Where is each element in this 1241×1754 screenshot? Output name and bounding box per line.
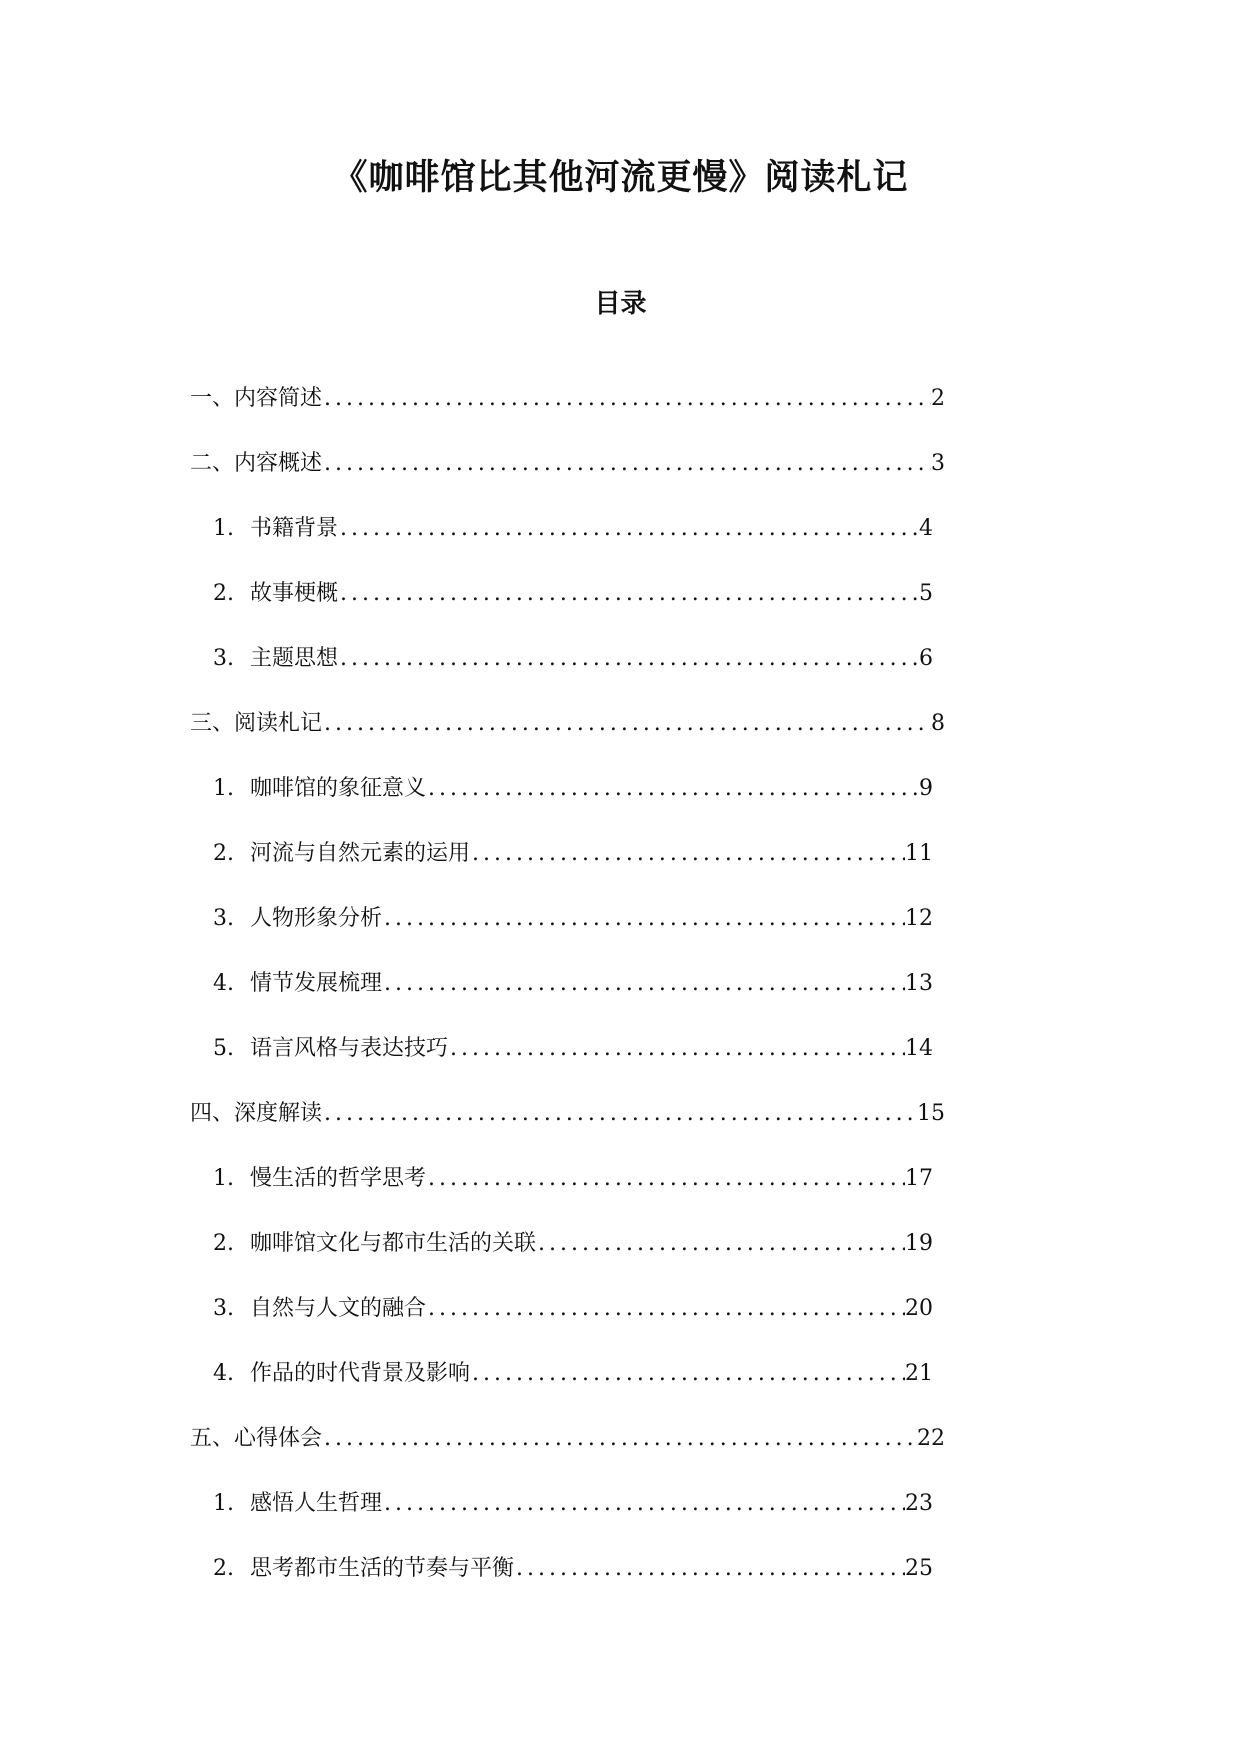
toc-dot-leader (426, 1164, 905, 1194)
toc-entry-number: 2. (213, 841, 234, 866)
toc-page-number: 19 (905, 1231, 933, 1256)
toc-page-number: 9 (919, 776, 933, 801)
toc-entry[interactable] (213, 1294, 933, 1324)
toc-entry-text: 感悟人生哲理 (250, 1491, 383, 1516)
toc-dot-leader (470, 1359, 905, 1389)
toc-entry-text: 作品的时代背景及影响 (250, 1361, 471, 1386)
toc-page-number: 15 (917, 1101, 945, 1126)
toc-entry[interactable] (213, 579, 933, 609)
toc-page-number: 4 (919, 516, 933, 541)
toc-entry[interactable] (190, 384, 945, 414)
toc-entry[interactable] (190, 1424, 945, 1454)
toc-entry-text: 咖啡馆的象征意义 (250, 776, 427, 801)
toc-page-number: 20 (905, 1296, 933, 1321)
toc-entry[interactable] (213, 774, 933, 804)
toc-entry-text: 咖啡馆文化与都市生活的关联 (250, 1231, 537, 1256)
toc-dot-leader (514, 1554, 905, 1584)
toc-entry-text: 三、阅读札记 (190, 711, 323, 736)
toc-entry-text: 故事梗概 (250, 581, 339, 606)
toc-entry[interactable] (213, 1359, 933, 1389)
toc-entry-number: 2. (213, 1231, 234, 1256)
toc-entry[interactable] (190, 1099, 945, 1129)
toc-page-number: 6 (919, 646, 933, 671)
toc-page-number: 12 (905, 906, 933, 931)
toc-entry-text: 人物形象分析 (250, 906, 383, 931)
toc-dot-leader (448, 1034, 905, 1064)
toc-entry[interactable] (190, 709, 945, 739)
toc-page-number: 5 (919, 581, 933, 606)
toc-entry-number: 1. (213, 516, 234, 541)
toc-dot-leader (338, 644, 919, 674)
toc-dot-leader (338, 514, 919, 544)
toc-dot-leader (322, 1424, 917, 1454)
toc-entry-number: 3. (213, 1296, 234, 1321)
toc-dot-leader (536, 1229, 905, 1259)
toc-entry[interactable] (213, 1554, 933, 1584)
toc-page-number: 17 (905, 1166, 933, 1191)
toc-entry[interactable] (213, 644, 933, 674)
toc-entry[interactable] (213, 1164, 933, 1194)
toc-page-number: 14 (905, 1036, 933, 1061)
toc-dot-leader (426, 774, 919, 804)
toc-dot-leader (426, 1294, 905, 1324)
toc-page-number: 8 (931, 711, 945, 736)
toc-heading: 目录 (594, 289, 647, 319)
toc-page-number: 22 (917, 1426, 945, 1451)
toc-dot-leader (322, 1099, 917, 1129)
toc-page-number: 21 (905, 1361, 933, 1386)
toc-entry-text: 书籍背景 (250, 516, 339, 541)
toc-page-number: 11 (905, 841, 933, 866)
toc-page-number: 13 (905, 971, 933, 996)
toc-entry-text: 语言风格与表达技巧 (250, 1036, 449, 1061)
toc-entry-text: 主题思想 (250, 646, 339, 671)
toc-entry-text: 二、内容概述 (190, 451, 323, 476)
toc-dot-leader (322, 709, 931, 739)
toc-entry[interactable] (213, 904, 933, 934)
toc-entry-number: 1. (213, 1166, 234, 1191)
toc-dot-leader (382, 1489, 905, 1519)
toc-entry-text: 四、深度解读 (190, 1101, 323, 1126)
toc-dot-leader (322, 384, 931, 414)
toc-page-number: 2 (931, 386, 945, 411)
toc-entry[interactable] (213, 514, 933, 544)
toc-entry-number: 3. (213, 646, 234, 671)
toc-entry-number: 4. (213, 1361, 234, 1386)
toc-entry[interactable] (213, 969, 933, 999)
toc-page-number: 25 (905, 1556, 933, 1581)
toc-dot-leader (338, 579, 919, 609)
toc-entry-text: 思考都市生活的节奏与平衡 (250, 1556, 515, 1581)
toc-entry-number: 2. (213, 1556, 234, 1581)
toc-entry-number: 1. (213, 776, 234, 801)
toc-entry[interactable] (190, 449, 945, 479)
toc-page-number: 23 (905, 1491, 933, 1516)
toc-entry-number: 3. (213, 906, 234, 931)
toc-dot-leader (470, 839, 905, 869)
toc-dot-leader (382, 904, 905, 934)
toc-entry-number: 5. (213, 1036, 234, 1061)
toc-entry-number: 1. (213, 1491, 234, 1516)
document-title: 《咖啡馆比其他河流更慢》阅读札记 (332, 158, 909, 198)
toc-entry-text: 慢生活的哲学思考 (250, 1166, 427, 1191)
toc-entry-text: 情节发展梳理 (250, 971, 383, 996)
toc-entry[interactable] (213, 1034, 933, 1064)
toc-entry[interactable] (213, 1489, 933, 1519)
toc-page-number: 3 (931, 451, 945, 476)
toc-entry[interactable] (213, 1229, 933, 1259)
toc-entry-text: 一、内容简述 (190, 386, 323, 411)
toc-entry-text: 河流与自然元素的运用 (250, 841, 471, 866)
toc-entry[interactable] (213, 839, 933, 869)
toc-dot-leader (322, 449, 931, 479)
toc-entry-number: 2. (213, 581, 234, 606)
toc-dot-leader (382, 969, 905, 999)
toc-entry-text: 自然与人文的融合 (250, 1296, 427, 1321)
toc-entry-text: 五、心得体会 (190, 1426, 323, 1451)
toc-entry-number: 4. (213, 971, 234, 996)
